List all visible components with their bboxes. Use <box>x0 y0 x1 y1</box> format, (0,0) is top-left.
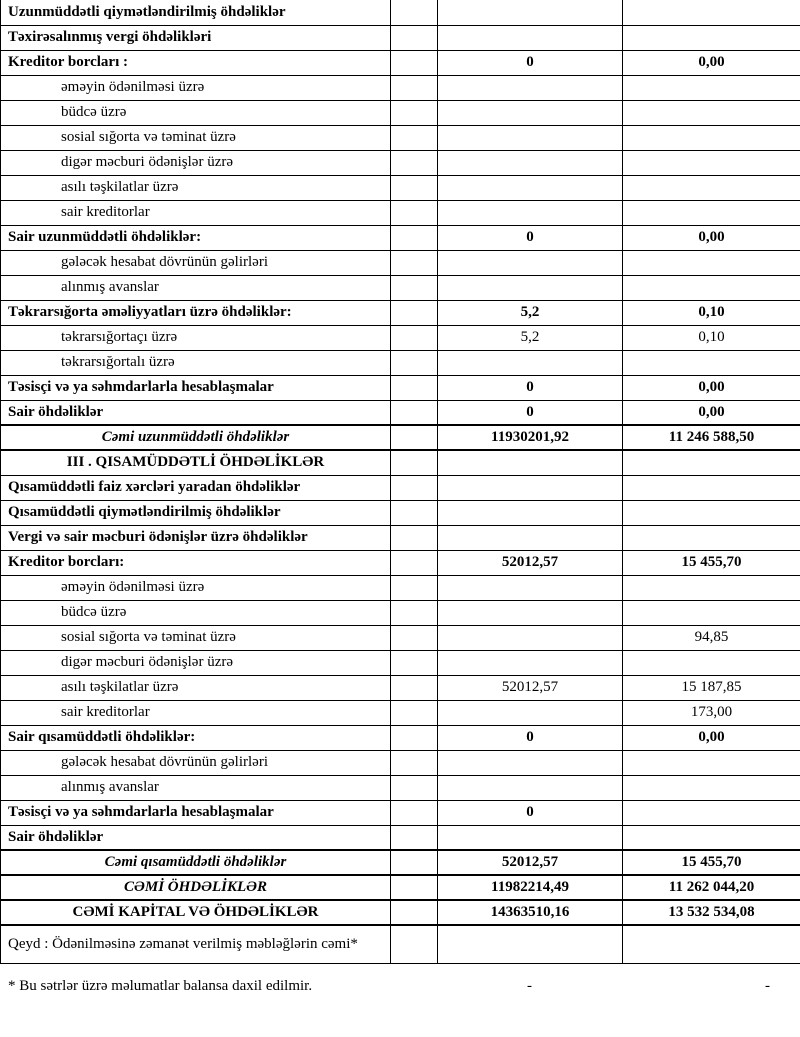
row-value-col2 <box>623 825 800 850</box>
table-row <box>1 225 800 250</box>
row-code-cell <box>391 175 438 200</box>
row-code-cell <box>391 775 438 800</box>
row-value-col2 <box>623 450 800 475</box>
row-label: alınmış avanslar <box>1 275 391 300</box>
row-value-col2: 0,10 <box>623 325 800 350</box>
table-row <box>1 550 800 575</box>
row-value-col1: 0 <box>438 375 623 400</box>
row-value-col1 <box>438 575 623 600</box>
table-row <box>1 275 800 300</box>
row-value-col1 <box>438 925 623 963</box>
row-value-col2 <box>623 0 800 25</box>
row-code-cell <box>391 625 438 650</box>
row-value-col2 <box>623 350 800 375</box>
table-row <box>1 25 800 50</box>
row-value-col2: 0,00 <box>623 375 800 400</box>
row-code-cell <box>391 75 438 100</box>
row-value-col2 <box>623 125 800 150</box>
row-code-cell <box>391 800 438 825</box>
table-row <box>1 150 800 175</box>
row-value-col2 <box>623 475 800 500</box>
row-value-col1: 0 <box>438 800 623 825</box>
row-value-col2 <box>623 600 800 625</box>
row-value-col1 <box>438 75 623 100</box>
row-label: Təsisçi və ya səhmdarlarla hesablaşmalar <box>1 800 391 825</box>
row-label: gələcək hesabat dövrünün gəlirləri <box>1 750 391 775</box>
row-value-col2: 94,85 <box>623 625 800 650</box>
row-value-col1 <box>438 150 623 175</box>
row-value-col1 <box>438 600 623 625</box>
footnote-row <box>0 978 800 1002</box>
row-label: Uzunmüddətli qiymətləndirilmiş öhdəliklər <box>1 0 391 25</box>
row-value-col2 <box>623 275 800 300</box>
row-label: təkrarsığortaçı üzrə <box>1 325 391 350</box>
table-row <box>1 375 800 400</box>
row-value-col2 <box>623 525 800 550</box>
row-code-cell <box>391 100 438 125</box>
row-label: Təkrarsığorta əməliyyatları üzrə öhdəliklər: <box>1 300 391 325</box>
table-row <box>1 175 800 200</box>
row-value-col2: 0,00 <box>623 400 800 425</box>
row-value-col2: 15 187,85 <box>623 675 800 700</box>
row-value-col2 <box>623 750 800 775</box>
row-value-col2 <box>623 800 800 825</box>
row-label: Vergi və sair məcburi ödənişlər üzrə öhdəliklər <box>1 525 391 550</box>
footnote-text: * Bu sətrlər üzrə məlumatlar balansa daxil edilmir. <box>8 977 313 994</box>
table-row <box>1 600 800 625</box>
row-value-col1 <box>438 525 623 550</box>
table-row <box>1 800 800 825</box>
row-value-col2 <box>623 925 800 963</box>
row-code-cell <box>391 825 438 850</box>
table-row <box>1 625 800 650</box>
row-code-cell <box>391 725 438 750</box>
row-label: gələcək hesabat dövrünün gəlirləri <box>1 250 391 275</box>
row-value-col1: 5,2 <box>438 300 623 325</box>
row-label: sair kreditorlar <box>1 200 391 225</box>
table-row <box>1 400 800 425</box>
row-value-col1: 11982214,49 <box>438 875 623 900</box>
table-row <box>1 525 800 550</box>
row-value-col2: 13 532 534,08 <box>623 900 800 925</box>
row-code-cell <box>391 350 438 375</box>
table-row <box>1 875 800 900</box>
row-value-col2 <box>623 250 800 275</box>
row-value-col2 <box>623 575 800 600</box>
row-value-col2: 15 455,70 <box>623 550 800 575</box>
row-value-col2 <box>623 500 800 525</box>
row-value-col2 <box>623 100 800 125</box>
row-value-col1 <box>438 700 623 725</box>
dash-col-end: - <box>765 977 770 994</box>
row-value-col1 <box>438 775 623 800</box>
row-label: sosial sığorta və təminat üzrə <box>1 625 391 650</box>
row-code-cell <box>391 475 438 500</box>
table-row <box>1 725 800 750</box>
row-value-col1 <box>438 275 623 300</box>
table-row <box>1 0 800 25</box>
row-label: Cəmi qısamüddətli öhdəliklər <box>1 850 391 875</box>
row-value-col1: 52012,57 <box>438 850 623 875</box>
row-value-col2: 0,00 <box>623 50 800 75</box>
row-label: Sair öhdəliklər <box>1 825 391 850</box>
row-value-col1 <box>438 825 623 850</box>
table-row <box>1 125 800 150</box>
table-row <box>1 425 800 450</box>
row-code-cell <box>391 400 438 425</box>
table-row <box>1 50 800 75</box>
table-row <box>1 300 800 325</box>
row-label: büdcə üzrə <box>1 100 391 125</box>
row-label: Sair öhdəliklər <box>1 400 391 425</box>
table-row <box>1 900 800 925</box>
row-value-col1 <box>438 0 623 25</box>
row-value-col1: 0 <box>438 50 623 75</box>
row-value-col2: 0,00 <box>623 225 800 250</box>
row-code-cell <box>391 575 438 600</box>
row-label: asılı təşkilatlar üzrə <box>1 675 391 700</box>
row-label: sair kreditorlar <box>1 700 391 725</box>
table-row <box>1 650 800 675</box>
row-value-col2 <box>623 775 800 800</box>
table-row <box>1 750 800 775</box>
row-value-col1 <box>438 450 623 475</box>
row-code-cell <box>391 0 438 25</box>
row-label: əməyin ödənilməsi üzrə <box>1 575 391 600</box>
row-value-col2: 0,00 <box>623 725 800 750</box>
row-value-col2: 173,00 <box>623 700 800 725</box>
row-code-cell <box>391 300 438 325</box>
row-label: digər məcburi ödənişlər üzrə <box>1 650 391 675</box>
table-row <box>1 700 800 725</box>
table-row <box>1 75 800 100</box>
table-row <box>1 450 800 475</box>
row-code-cell <box>391 700 438 725</box>
row-code-cell <box>391 900 438 925</box>
row-label: Qısamüddətli faiz xərcləri yaradan öhdəliklər <box>1 475 391 500</box>
table-row <box>1 500 800 525</box>
row-label: digər məcburi ödənişlər üzrə <box>1 150 391 175</box>
row-value-col1: 0 <box>438 225 623 250</box>
row-value-col2 <box>623 200 800 225</box>
row-label: təkrarsığortalı üzrə <box>1 350 391 375</box>
row-code-cell <box>391 925 438 963</box>
row-code-cell <box>391 450 438 475</box>
row-value-col1 <box>438 25 623 50</box>
table-row <box>1 825 800 850</box>
dash-col-begin: - <box>527 977 532 994</box>
row-code-cell <box>391 250 438 275</box>
row-label: Cəmi uzunmüddətli öhdəliklər <box>1 425 391 450</box>
row-label: əməyin ödənilməsi üzrə <box>1 75 391 100</box>
row-code-cell <box>391 50 438 75</box>
row-label: büdcə üzrə <box>1 600 391 625</box>
table-body <box>1 0 800 963</box>
row-value-col2 <box>623 175 800 200</box>
row-value-col1 <box>438 625 623 650</box>
table-row <box>1 325 800 350</box>
row-value-col1 <box>438 500 623 525</box>
row-code-cell <box>391 200 438 225</box>
row-value-col1 <box>438 250 623 275</box>
row-value-col2: 0,10 <box>623 300 800 325</box>
row-label: Qeyd : Ödənilməsinə zəmanət verilmiş məbləğlərin cəmi* <box>1 925 391 963</box>
row-value-col1: 5,2 <box>438 325 623 350</box>
row-value-col1: 14363510,16 <box>438 900 623 925</box>
row-code-cell <box>391 150 438 175</box>
row-value-col1: 11930201,92 <box>438 425 623 450</box>
row-value-col1 <box>438 125 623 150</box>
row-label: CƏMİ ÖHDƏLİKLƏR <box>1 875 391 900</box>
row-label: III . QISAMÜDDƏTLİ ÖHDƏLİKLƏR <box>1 450 391 475</box>
row-value-col2 <box>623 25 800 50</box>
row-code-cell <box>391 25 438 50</box>
row-label: Qısamüddətli qiymətləndirilmiş öhdəliklər <box>1 500 391 525</box>
row-value-col1: 52012,57 <box>438 675 623 700</box>
row-value-col1: 52012,57 <box>438 550 623 575</box>
row-code-cell <box>391 750 438 775</box>
table-row <box>1 850 800 875</box>
row-label: CƏMİ KAPİTAL VƏ ÖHDƏLİKLƏR <box>1 900 391 925</box>
row-label: Təsisçi və ya səhmdarlarla hesablaşmalar <box>1 375 391 400</box>
row-value-col1 <box>438 350 623 375</box>
row-label: Təxirəsalınmış vergi öhdəlikləri <box>1 25 391 50</box>
row-value-col2 <box>623 650 800 675</box>
row-value-col1: 0 <box>438 400 623 425</box>
row-value-col1 <box>438 475 623 500</box>
table-row <box>1 200 800 225</box>
row-label: alınmış avanslar <box>1 775 391 800</box>
row-code-cell <box>391 325 438 350</box>
table-row <box>1 775 800 800</box>
table-row <box>1 575 800 600</box>
row-code-cell <box>391 225 438 250</box>
row-code-cell <box>391 375 438 400</box>
row-code-cell <box>391 650 438 675</box>
row-value-col2: 11 262 044,20 <box>623 875 800 900</box>
row-value-col1: 0 <box>438 725 623 750</box>
table-row <box>1 675 800 700</box>
row-code-cell <box>391 425 438 450</box>
row-value-col1 <box>438 200 623 225</box>
row-code-cell <box>391 550 438 575</box>
row-value-col1 <box>438 100 623 125</box>
row-code-cell <box>391 275 438 300</box>
row-value-col1 <box>438 650 623 675</box>
row-code-cell <box>391 600 438 625</box>
table-row <box>1 250 800 275</box>
row-label: asılı təşkilatlar üzrə <box>1 175 391 200</box>
row-value-col1 <box>438 175 623 200</box>
row-code-cell <box>391 500 438 525</box>
table-row <box>1 100 800 125</box>
row-code-cell <box>391 850 438 875</box>
row-label: Kreditor borcları : <box>1 50 391 75</box>
table-row <box>1 350 800 375</box>
row-value-col2: 11 246 588,50 <box>623 425 800 450</box>
row-code-cell <box>391 125 438 150</box>
row-value-col2: 15 455,70 <box>623 850 800 875</box>
row-value-col1 <box>438 750 623 775</box>
row-code-cell <box>391 525 438 550</box>
row-code-cell <box>391 675 438 700</box>
row-code-cell <box>391 875 438 900</box>
table-row <box>1 925 800 963</box>
row-label: Kreditor borcları: <box>1 550 391 575</box>
row-value-col2 <box>623 150 800 175</box>
table-row <box>1 475 800 500</box>
row-label: Sair uzunmüddətli öhdəliklər: <box>1 225 391 250</box>
row-label: sosial sığorta və təminat üzrə <box>1 125 391 150</box>
row-label: Sair qısamüddətli öhdəliklər: <box>1 725 391 750</box>
row-value-col2 <box>623 75 800 100</box>
